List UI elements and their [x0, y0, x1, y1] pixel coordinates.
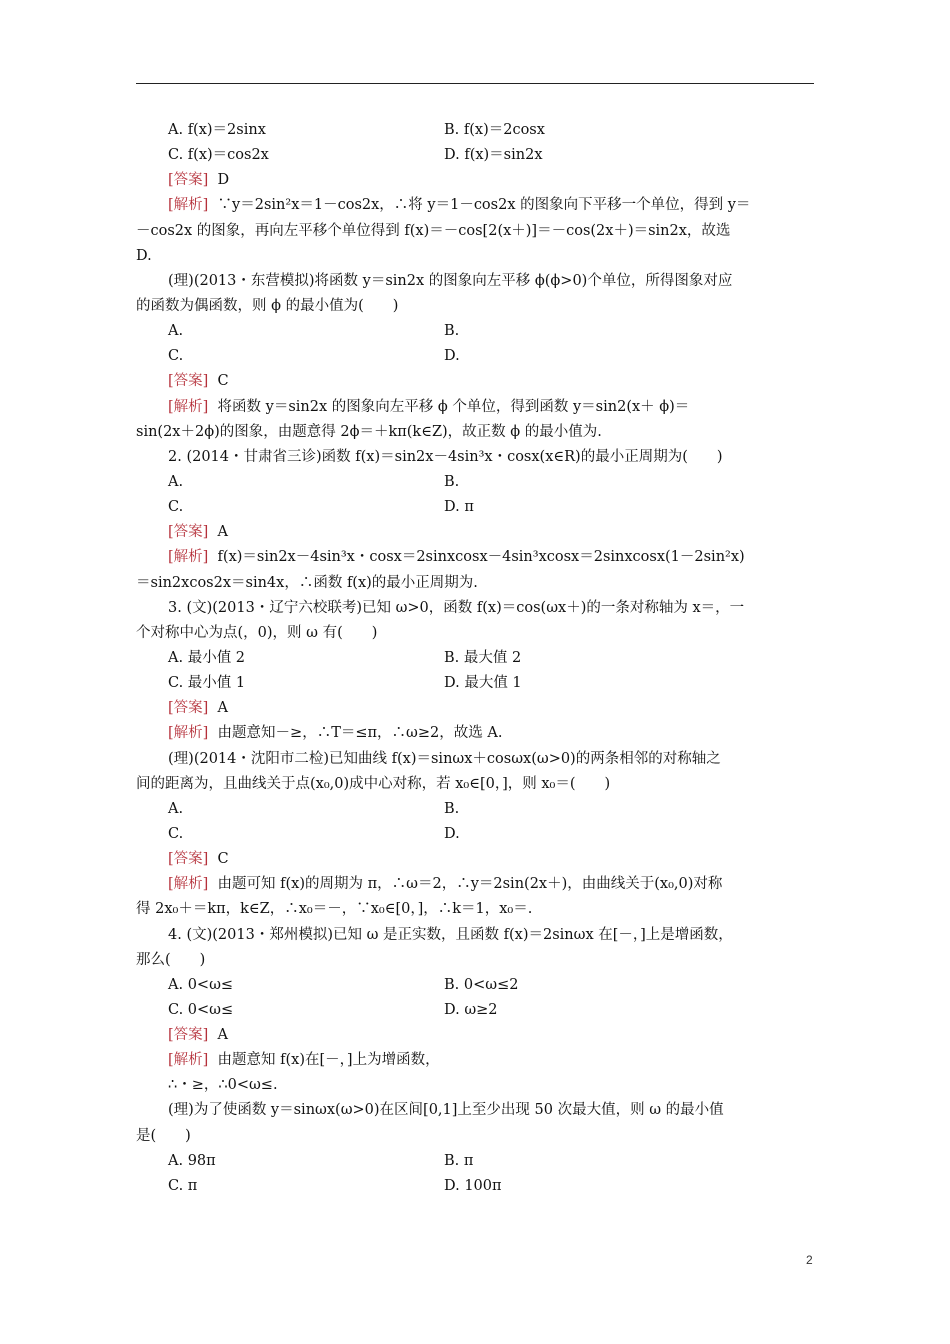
line-text: C: [208, 851, 229, 868]
text-line: [136, 495, 816, 520]
document-body: [136, 118, 816, 1199]
answer-tag: [答案]: [168, 851, 209, 868]
option-left: A. 0<ω≤: [168, 976, 234, 993]
text-line: [136, 294, 816, 319]
text-line: [136, 872, 816, 897]
text-line: [136, 1149, 816, 1174]
option-left: C. 0<ω≤: [168, 1001, 234, 1018]
line-text: 2. (2014・甘肃省三诊)函数 f(x)＝sin2x－4sin³x・cosx(x∈R)的最小正周期为( ): [168, 448, 723, 465]
line-text: (理)为了使函数 y＝sinωx(ω>0)在区间[0,1]上至少出现 50 次最大值，则 ω 的最小值: [168, 1102, 724, 1119]
option-right: D. f(x)＝sin2x: [444, 147, 543, 164]
text-line: [136, 319, 816, 344]
answer-tag: [解析]: [168, 876, 209, 893]
option-right: B.: [444, 473, 460, 490]
text-line: [136, 998, 816, 1023]
option-right: D. 100π: [444, 1177, 502, 1194]
option-left: C. 最小值 1: [168, 675, 246, 692]
text-line: [136, 772, 816, 797]
option-right: B.: [444, 323, 460, 340]
line-text: 的函数为偶函数，则 ϕ 的最小值为( ): [136, 297, 399, 314]
option-left: C.: [168, 499, 184, 516]
line-text: －cos2x 的图象，再向左平移个单位得到 f(x)＝－cos[2(x＋)]＝－cos(2x＋)＝sin2x，故选: [136, 222, 731, 239]
text-line: [136, 143, 816, 168]
option-right: D.: [444, 348, 460, 365]
text-line: [136, 269, 816, 294]
answer-tag: [解析]: [168, 197, 209, 214]
line-text: sin(2x＋2ϕ)的图象，由题意得 2ϕ＝＋kπ(k∈Z)，故正数 ϕ 的最小值为.: [136, 423, 602, 440]
line-text: 得 2x₀＋＝kπ，k∈Z，∴x₀＝－，∵x₀∈[0，]，∴k＝1，x₀＝.: [136, 901, 533, 918]
line-text: A: [208, 524, 229, 541]
text-line: [136, 520, 816, 545]
line-text: 由题可知 f(x)的周期为 π，∴ω＝2，∴y＝2sin(2x＋)，由曲线关于(x₀,0)对称: [208, 876, 723, 893]
option-left: C.: [168, 825, 184, 842]
text-line: [136, 545, 816, 570]
text-line: [136, 193, 816, 218]
answer-tag: [答案]: [168, 172, 209, 189]
answer-tag: [答案]: [168, 1027, 209, 1044]
answer-tag: [答案]: [168, 700, 209, 717]
option-right: B. 0<ω≤2: [444, 976, 519, 993]
text-line: [136, 244, 816, 269]
option-left: A.: [168, 323, 184, 340]
line-text: (理)(2014・沈阳市二检)已知曲线 f(x)＝sinωx＋cosωx(ω>0)的两条相邻的对称轴之: [168, 750, 721, 767]
text-line: [136, 621, 816, 646]
text-line: [136, 118, 816, 143]
text-line: [136, 571, 816, 596]
line-text: 由题意知－≥，∴T＝≤π，∴ω≥2，故选 A.: [208, 725, 503, 742]
option-right: D. π: [444, 499, 474, 516]
line-text: C: [208, 373, 229, 390]
line-text: 4. (文)(2013・郑州模拟)已知 ω 是正实数，且函数 f(x)＝2sinωx 在[－，]上是增函数，: [168, 926, 733, 943]
text-line: [136, 1023, 816, 1048]
text-line: [136, 847, 816, 872]
text-line: [136, 369, 816, 394]
line-text: ＝sin2xcos2x＝sin4x，∴函数 f(x)的最小正周期为.: [136, 574, 478, 591]
text-line: [136, 696, 816, 721]
text-line: [136, 1124, 816, 1149]
text-line: [136, 1098, 816, 1123]
text-line: [136, 973, 816, 998]
line-text: f(x)＝sin2x－4sin³x・cosx＝2sinxcosx－4sin³xcosx＝2sinxcosx(1－2sin²x): [208, 549, 745, 566]
line-text: (理)(2013・东营模拟)将函数 y＝sin2x 的图象向左平移 ϕ(ϕ>0)个单位，所得图象对应: [168, 272, 733, 289]
text-line: [136, 1073, 816, 1098]
text-line: [136, 445, 816, 470]
text-line: [136, 420, 816, 445]
option-right: B. π: [444, 1152, 474, 1169]
option-left: C.: [168, 348, 184, 365]
text-line: [136, 395, 816, 420]
page-number: 2: [806, 1253, 813, 1267]
text-line: [136, 1174, 816, 1199]
text-line: [136, 897, 816, 922]
text-line: [136, 797, 816, 822]
line-text: 是( ): [136, 1127, 191, 1144]
option-left: C. f(x)＝cos2x: [168, 147, 269, 164]
header-rule: [136, 83, 814, 84]
text-line: [136, 822, 816, 847]
line-text: A: [208, 700, 229, 717]
option-right: B.: [444, 800, 460, 817]
line-text: D.: [136, 247, 152, 264]
text-line: [136, 1048, 816, 1073]
option-right: D.: [444, 825, 460, 842]
line-text: ∴・≥，∴0<ω≤.: [168, 1077, 278, 1094]
line-text: 间的距离为，且曲线关于点(x₀,0)成中心对称，若 x₀∈[0，]，则 x₀＝( ): [136, 775, 611, 792]
text-line: [136, 721, 816, 746]
option-right: D. 最大值 1: [444, 675, 522, 692]
line-text: 将函数 y＝sin2x 的图象向左平移 ϕ 个单位，得到函数 y＝sin2(x＋ ϕ)＝: [208, 398, 690, 415]
option-right: B. 最大值 2: [444, 649, 522, 666]
line-text: A: [208, 1027, 229, 1044]
answer-tag: [解析]: [168, 398, 209, 415]
text-line: [136, 344, 816, 369]
text-line: [136, 168, 816, 193]
option-left: A. 最小值 2: [168, 649, 246, 666]
option-left: A. 98π: [168, 1152, 216, 1169]
line-text: D: [208, 172, 230, 189]
line-text: 那么( ): [136, 951, 206, 968]
line-text: 3. (文)(2013・辽宁六校联考)已知 ω>0，函数 f(x)＝cos(ωx＋)的一条对称轴为 x＝，一: [168, 599, 745, 616]
line-text: ∵y＝2sin²x＝1－cos2x，∴将 y＝1－cos2x 的图象向下平移一个单位，得到 y＝: [208, 197, 751, 214]
text-line: [136, 948, 816, 973]
text-line: [136, 923, 816, 948]
text-line: [136, 646, 816, 671]
line-text: 由题意知 f(x)在[－，]上为增函数，: [208, 1052, 440, 1069]
text-line: [136, 219, 816, 244]
text-line: [136, 470, 816, 495]
text-line: [136, 596, 816, 621]
answer-tag: [解析]: [168, 1052, 209, 1069]
option-left: A.: [168, 800, 184, 817]
text-line: [136, 747, 816, 772]
line-text: 个对称中心为点(，0)，则 ω 有( ): [136, 624, 378, 641]
option-right: D. ω≥2: [444, 1001, 498, 1018]
option-left: A. f(x)＝2sinx: [168, 122, 266, 138]
answer-tag: [答案]: [168, 373, 209, 390]
option-left: C. π: [168, 1177, 198, 1194]
option-left: A.: [168, 473, 184, 490]
answer-tag: [解析]: [168, 549, 209, 566]
option-right: B. f(x)＝2cosx: [444, 122, 545, 138]
text-line: [136, 671, 816, 696]
answer-tag: [解析]: [168, 725, 209, 742]
answer-tag: [答案]: [168, 524, 209, 541]
